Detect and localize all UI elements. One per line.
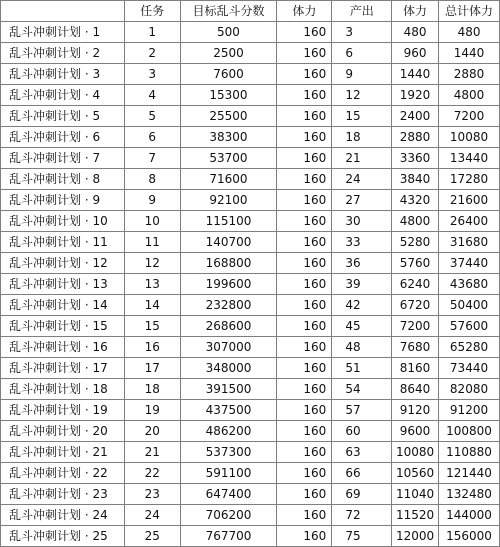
- cell-output: 63: [332, 442, 392, 463]
- cell-output: 21: [332, 148, 392, 169]
- cell-stamina-2: 6720: [392, 295, 439, 316]
- cell-output: 60: [332, 421, 392, 442]
- cell-stamina: 160: [277, 274, 332, 295]
- table-row: [1, 421, 500, 442]
- table-row: [1, 442, 500, 463]
- table-row: [1, 127, 500, 148]
- cell-name: 乱斗冲刺计划 · 14: [1, 295, 125, 316]
- cell-total-stamina: 132480: [439, 484, 500, 505]
- cell-task: 14: [124, 295, 180, 316]
- cell-stamina: 160: [277, 64, 332, 85]
- cell-target-score: 348000: [180, 358, 277, 379]
- cell-output: 12: [332, 85, 392, 106]
- cell-target-score: 140700: [180, 232, 277, 253]
- cell-output: 39: [332, 274, 392, 295]
- cell-name: 乱斗冲刺计划 · 17: [1, 358, 125, 379]
- cell-stamina: 160: [277, 442, 332, 463]
- cell-output: 72: [332, 505, 392, 526]
- table-row: [1, 463, 500, 484]
- cell-target-score: 2500: [180, 43, 277, 64]
- cell-total-stamina: 31680: [439, 232, 500, 253]
- cell-stamina-2: 1920: [392, 85, 439, 106]
- table-row: [1, 190, 500, 211]
- cell-stamina-2: 7680: [392, 337, 439, 358]
- table-row: [1, 400, 500, 421]
- cell-stamina: 160: [277, 106, 332, 127]
- cell-stamina: 160: [277, 316, 332, 337]
- cell-target-score: 7600: [180, 64, 277, 85]
- cell-name: 乱斗冲刺计划 · 15: [1, 316, 125, 337]
- cell-total-stamina: 65280: [439, 337, 500, 358]
- cell-name: 乱斗冲刺计划 · 1: [1, 22, 125, 43]
- cell-target-score: 53700: [180, 148, 277, 169]
- cell-name: 乱斗冲刺计划 · 4: [1, 85, 125, 106]
- table-row: [1, 232, 500, 253]
- cell-total-stamina: 2880: [439, 64, 500, 85]
- cell-stamina: 160: [277, 148, 332, 169]
- table-row: [1, 43, 500, 64]
- cell-total-stamina: 43680: [439, 274, 500, 295]
- cell-output: 15: [332, 106, 392, 127]
- cell-task: 12: [124, 253, 180, 274]
- cell-task: 20: [124, 421, 180, 442]
- cell-target-score: 307000: [180, 337, 277, 358]
- header-stamina: 体力: [277, 1, 332, 22]
- cell-target-score: 706200: [180, 505, 277, 526]
- cell-stamina: 160: [277, 421, 332, 442]
- cell-stamina-2: 10080: [392, 442, 439, 463]
- cell-output: 36: [332, 253, 392, 274]
- cell-name: 乱斗冲刺计划 · 9: [1, 190, 125, 211]
- cell-task: 10: [124, 211, 180, 232]
- cell-name: 乱斗冲刺计划 · 13: [1, 274, 125, 295]
- header-row: [1, 1, 500, 22]
- table-row: [1, 295, 500, 316]
- cell-name: 乱斗冲刺计划 · 22: [1, 463, 125, 484]
- cell-stamina-2: 5280: [392, 232, 439, 253]
- cell-stamina-2: 9600: [392, 421, 439, 442]
- cell-total-stamina: 17280: [439, 169, 500, 190]
- cell-output: 75: [332, 526, 392, 547]
- cell-task: 1: [124, 22, 180, 43]
- cell-output: 48: [332, 337, 392, 358]
- cell-output: 51: [332, 358, 392, 379]
- cell-name: 乱斗冲刺计划 · 16: [1, 337, 125, 358]
- cell-task: 7: [124, 148, 180, 169]
- cell-output: 9: [332, 64, 392, 85]
- cell-output: 24: [332, 169, 392, 190]
- header-stamina-2: 体力: [392, 1, 439, 22]
- cell-name: 乱斗冲刺计划 · 10: [1, 211, 125, 232]
- cell-task: 21: [124, 442, 180, 463]
- cell-stamina-2: 11040: [392, 484, 439, 505]
- cell-stamina-2: 6240: [392, 274, 439, 295]
- cell-stamina-2: 5760: [392, 253, 439, 274]
- cell-stamina: 160: [277, 526, 332, 547]
- header-total-stamina: 总计体力: [439, 1, 500, 22]
- cell-name: 乱斗冲刺计划 · 20: [1, 421, 125, 442]
- cell-total-stamina: 82080: [439, 379, 500, 400]
- cell-target-score: 486200: [180, 421, 277, 442]
- table-row: [1, 169, 500, 190]
- cell-stamina-2: 3840: [392, 169, 439, 190]
- cell-stamina-2: 960: [392, 43, 439, 64]
- cell-total-stamina: 480: [439, 22, 500, 43]
- cell-target-score: 647400: [180, 484, 277, 505]
- cell-total-stamina: 4800: [439, 85, 500, 106]
- cell-target-score: 391500: [180, 379, 277, 400]
- table-row: [1, 211, 500, 232]
- cell-task: 4: [124, 85, 180, 106]
- cell-task: 25: [124, 526, 180, 547]
- cell-total-stamina: 21600: [439, 190, 500, 211]
- table-row: [1, 148, 500, 169]
- cell-target-score: 15300: [180, 85, 277, 106]
- cell-total-stamina: 100800: [439, 421, 500, 442]
- header-task: 任务: [124, 1, 180, 22]
- cell-task: 9: [124, 190, 180, 211]
- cell-task: 17: [124, 358, 180, 379]
- cell-stamina-2: 480: [392, 22, 439, 43]
- cell-stamina-2: 4800: [392, 211, 439, 232]
- table-row: [1, 337, 500, 358]
- cell-task: 15: [124, 316, 180, 337]
- cell-target-score: 232800: [180, 295, 277, 316]
- cell-stamina-2: 4320: [392, 190, 439, 211]
- cell-target-score: 500: [180, 22, 277, 43]
- cell-total-stamina: 91200: [439, 400, 500, 421]
- cell-output: 33: [332, 232, 392, 253]
- cell-task: 13: [124, 274, 180, 295]
- cell-name: 乱斗冲刺计划 · 5: [1, 106, 125, 127]
- table-row: [1, 85, 500, 106]
- cell-stamina: 160: [277, 295, 332, 316]
- cell-total-stamina: 37440: [439, 253, 500, 274]
- cell-stamina-2: 3360: [392, 148, 439, 169]
- cell-name: 乱斗冲刺计划 · 24: [1, 505, 125, 526]
- cell-name: 乱斗冲刺计划 · 3: [1, 64, 125, 85]
- cell-target-score: 591100: [180, 463, 277, 484]
- cell-target-score: 199600: [180, 274, 277, 295]
- cell-target-score: 168800: [180, 253, 277, 274]
- cell-stamina: 160: [277, 379, 332, 400]
- cell-output: 42: [332, 295, 392, 316]
- cell-output: 69: [332, 484, 392, 505]
- cell-total-stamina: 13440: [439, 148, 500, 169]
- cell-stamina: 160: [277, 43, 332, 64]
- table-row: [1, 526, 500, 547]
- cell-name: 乱斗冲刺计划 · 19: [1, 400, 125, 421]
- cell-output: 30: [332, 211, 392, 232]
- cell-target-score: 38300: [180, 127, 277, 148]
- table-row: [1, 316, 500, 337]
- cell-total-stamina: 110880: [439, 442, 500, 463]
- cell-output: 66: [332, 463, 392, 484]
- cell-total-stamina: 121440: [439, 463, 500, 484]
- cell-name: 乱斗冲刺计划 · 25: [1, 526, 125, 547]
- cell-name: 乱斗冲刺计划 · 12: [1, 253, 125, 274]
- table-row: [1, 505, 500, 526]
- cell-stamina-2: 11520: [392, 505, 439, 526]
- cell-target-score: 437500: [180, 400, 277, 421]
- cell-stamina: 160: [277, 169, 332, 190]
- cell-target-score: 268600: [180, 316, 277, 337]
- cell-stamina: 160: [277, 358, 332, 379]
- cell-stamina-2: 1440: [392, 64, 439, 85]
- cell-stamina: 160: [277, 232, 332, 253]
- cell-stamina: 160: [277, 505, 332, 526]
- cell-name: 乱斗冲刺计划 · 7: [1, 148, 125, 169]
- cell-stamina: 160: [277, 190, 332, 211]
- cell-total-stamina: 26400: [439, 211, 500, 232]
- cell-target-score: 71600: [180, 169, 277, 190]
- cell-stamina-2: 2880: [392, 127, 439, 148]
- cell-stamina-2: 7200: [392, 316, 439, 337]
- cell-task: 18: [124, 379, 180, 400]
- cell-stamina: 160: [277, 400, 332, 421]
- table-row: [1, 106, 500, 127]
- cell-task: 16: [124, 337, 180, 358]
- cell-stamina: 160: [277, 85, 332, 106]
- cell-output: 18: [332, 127, 392, 148]
- header-target-score: 目标乱斗分数: [180, 1, 277, 22]
- cell-output: 6: [332, 43, 392, 64]
- cell-output: 57: [332, 400, 392, 421]
- cell-stamina: 160: [277, 253, 332, 274]
- table-row: [1, 64, 500, 85]
- cell-stamina-2: 2400: [392, 106, 439, 127]
- cell-name: 乱斗冲刺计划 · 6: [1, 127, 125, 148]
- cell-name: 乱斗冲刺计划 · 11: [1, 232, 125, 253]
- cell-stamina: 160: [277, 463, 332, 484]
- cell-task: 8: [124, 169, 180, 190]
- cell-stamina: 160: [277, 211, 332, 232]
- cell-total-stamina: 1440: [439, 43, 500, 64]
- cell-target-score: 25500: [180, 106, 277, 127]
- cell-target-score: 767700: [180, 526, 277, 547]
- cell-stamina: 160: [277, 127, 332, 148]
- cell-stamina-2: 10560: [392, 463, 439, 484]
- cell-target-score: 92100: [180, 190, 277, 211]
- cell-output: 54: [332, 379, 392, 400]
- cell-name: 乱斗冲刺计划 · 2: [1, 43, 125, 64]
- cell-stamina-2: 9120: [392, 400, 439, 421]
- cell-name: 乱斗冲刺计划 · 21: [1, 442, 125, 463]
- cell-total-stamina: 73440: [439, 358, 500, 379]
- cell-target-score: 537300: [180, 442, 277, 463]
- table-row: [1, 253, 500, 274]
- cell-name: 乱斗冲刺计划 · 23: [1, 484, 125, 505]
- cell-name: 乱斗冲刺计划 · 8: [1, 169, 125, 190]
- cell-task: 3: [124, 64, 180, 85]
- table-row: [1, 379, 500, 400]
- cell-total-stamina: 50400: [439, 295, 500, 316]
- cell-stamina: 160: [277, 337, 332, 358]
- cell-total-stamina: 10080: [439, 127, 500, 148]
- cell-stamina: 160: [277, 484, 332, 505]
- cell-task: 24: [124, 505, 180, 526]
- header-name: [1, 1, 125, 22]
- table-row: [1, 484, 500, 505]
- cell-task: 23: [124, 484, 180, 505]
- table-row: [1, 358, 500, 379]
- table-row: [1, 22, 500, 43]
- cell-stamina-2: 8640: [392, 379, 439, 400]
- cell-task: 22: [124, 463, 180, 484]
- table-row: [1, 274, 500, 295]
- cell-task: 11: [124, 232, 180, 253]
- cell-total-stamina: 57600: [439, 316, 500, 337]
- cell-name: 乱斗冲刺计划 · 18: [1, 379, 125, 400]
- cell-stamina-2: 8160: [392, 358, 439, 379]
- cell-output: 45: [332, 316, 392, 337]
- cell-task: 19: [124, 400, 180, 421]
- cell-total-stamina: 7200: [439, 106, 500, 127]
- cell-task: 5: [124, 106, 180, 127]
- cell-output: 3: [332, 22, 392, 43]
- cell-total-stamina: 144000: [439, 505, 500, 526]
- cell-output: 27: [332, 190, 392, 211]
- cell-task: 2: [124, 43, 180, 64]
- cell-target-score: 115100: [180, 211, 277, 232]
- header-output: 产出: [332, 1, 392, 22]
- cell-stamina: 160: [277, 22, 332, 43]
- cell-total-stamina: 156000: [439, 526, 500, 547]
- cell-task: 6: [124, 127, 180, 148]
- cell-stamina-2: 12000: [392, 526, 439, 547]
